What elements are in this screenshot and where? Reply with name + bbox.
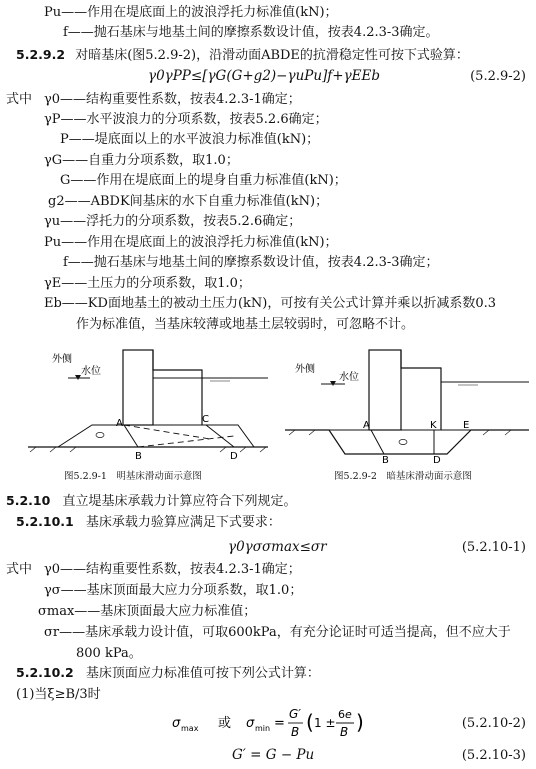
fig2-label-d: D: [433, 455, 441, 466]
def-G: G——作用在堤底面上的堤身自重力标准值(kN)；: [60, 173, 347, 188]
fig2-label-a: A: [363, 420, 370, 431]
equation-5-2-10-2: [170, 703, 380, 743]
svg-text:1 ±: 1 ±: [314, 716, 336, 730]
section-5-2-10: 5.2.10 直立堤基床承载力计算应符合下列规定。: [6, 493, 297, 509]
fig1-label-b: B: [135, 451, 142, 462]
fig1-outer-label: 外侧: [52, 354, 72, 365]
section-5-2-10-2: 5.2.10.2 基床顶面应力标准值可按下列公式计算：: [16, 665, 320, 681]
fig2-label-b: B: [382, 455, 389, 466]
def-f: f——抛石基床与地基土间的摩擦系数设计值，按表4.2.3-3确定；: [63, 255, 439, 270]
fig2-label-e: E: [463, 420, 470, 431]
equation-number-5-2-10-1: (5.2.10-1): [461, 540, 526, 555]
where-label-2: 式中: [6, 562, 33, 577]
equation-number-5-2-10-3: (5.2.10-3): [461, 748, 526, 763]
svg-text:6e: 6e: [338, 708, 352, 721]
case-1-label: (1)当ξ≥B/3时: [16, 687, 101, 702]
equation-5-2-10-1: γ0γσσmax≤σr: [228, 539, 327, 555]
equation-5-2-10-2-drawing: [170, 703, 380, 743]
equation-5-2-9-2: γ0γPP≤[γG(G+g2)−γuPu]f+γEEb: [148, 68, 381, 84]
def-gammaP: γP——水平波浪力的分项系数，按表5.2.6确定；: [44, 112, 328, 127]
svg-text:max: max: [181, 724, 199, 733]
def-P: P——堤底面以上的水平波浪力标准值(kN)；: [60, 132, 320, 147]
where-label-1: 式中: [6, 92, 33, 107]
figure-1-caption: 图5.2.9-1 明基床滑动面示意图: [64, 471, 202, 482]
svg-text:σ: σ: [246, 716, 255, 731]
fig2-label-k: K: [430, 420, 437, 431]
def2-gammasigma: γσ——基床顶面最大应力分项系数，取1.0；: [44, 583, 303, 598]
def2-sigmar-cont: 800 kPa。: [76, 646, 142, 661]
equation-number-5-2-9-2: (5.2.9-2): [470, 69, 526, 84]
def-f-top: f——抛石基床与地基土间的摩擦系数设计值，按表4.2.3-3确定。: [63, 25, 439, 40]
def-Pu: Pu——作用在堤底面上的波浪浮托力标准值(kN)；: [44, 235, 338, 250]
def-gammaE: γE——土压力的分项系数，取1.0；: [44, 276, 251, 291]
svg-text:G′: G′: [289, 707, 302, 721]
fig1-label-a: A: [116, 418, 123, 429]
section-5-2-9-2: 5.2.9.2 对暗基床(图5.2.9-2)，沿滑动面ABDE的抗滑稳定性可按下式验算：: [16, 47, 469, 63]
fig1-label-d: D: [230, 451, 238, 462]
section-5-2-10-1: 5.2.10.1 基床承载力验算应满足下式要求：: [16, 514, 281, 530]
fig2-outer-label: 外侧: [295, 364, 315, 375]
def-gamma0: γ0——结构重要性系数，按表4.2.3-1确定；: [44, 92, 301, 107]
def-gammau: γu——浮托力的分项系数，按表5.2.6确定；: [44, 214, 302, 229]
def-g2: g2——ABDK间基床的水下自重力标准值(kN)；: [48, 194, 329, 209]
def-gammaG: γG——自重力分项系数，取1.0；: [44, 153, 239, 168]
def-Eb: Eb——KD面地基土的被动土压力(kN)，可按有关公式计算并乘以折减系数0.3: [44, 296, 497, 311]
def2-sigmar: σr——基床承载力设计值，可取600kPa，有充分论证时可适当提高，但不应大于: [44, 625, 511, 640]
figure-5-2-9-2: [283, 342, 533, 466]
figure-2-drawing: [283, 342, 533, 466]
def-Eb-cont: 作为标准值，当基床较薄或地基土层较弱时，可忽略不计。: [76, 317, 415, 332]
equation-5-2-10-3: G′ = G − Pu: [232, 747, 315, 763]
def2-sigmamax: σmax——基床顶面最大应力标准值；: [38, 604, 257, 619]
fig2-water-label: 水位: [339, 372, 359, 383]
svg-text:σ: σ: [172, 716, 181, 731]
svg-text:=: =: [274, 716, 285, 731]
svg-text:): ): [356, 710, 364, 734]
svg-text:(: (: [306, 710, 314, 734]
svg-text:B: B: [291, 725, 300, 739]
equation-number-5-2-10-2: (5.2.10-2): [461, 716, 526, 731]
def-pu-top: Pu——作用在堤底面上的波浪浮托力标准值(kN)；: [44, 5, 338, 20]
figure-2-caption: 图5.2.9-2 暗基床滑动面示意图: [334, 471, 472, 482]
def2-gamma0: γ0——结构重要性系数，按表4.2.3-1确定；: [44, 562, 301, 577]
svg-text:min: min: [255, 724, 271, 733]
figure-5-2-9-1: [20, 342, 270, 460]
figure-1-drawing: [20, 342, 270, 460]
fig1-label-c: C: [202, 414, 209, 425]
fig1-water-label: 水位: [81, 366, 101, 377]
svg-text:或: 或: [218, 716, 232, 731]
svg-text:B: B: [340, 725, 349, 739]
